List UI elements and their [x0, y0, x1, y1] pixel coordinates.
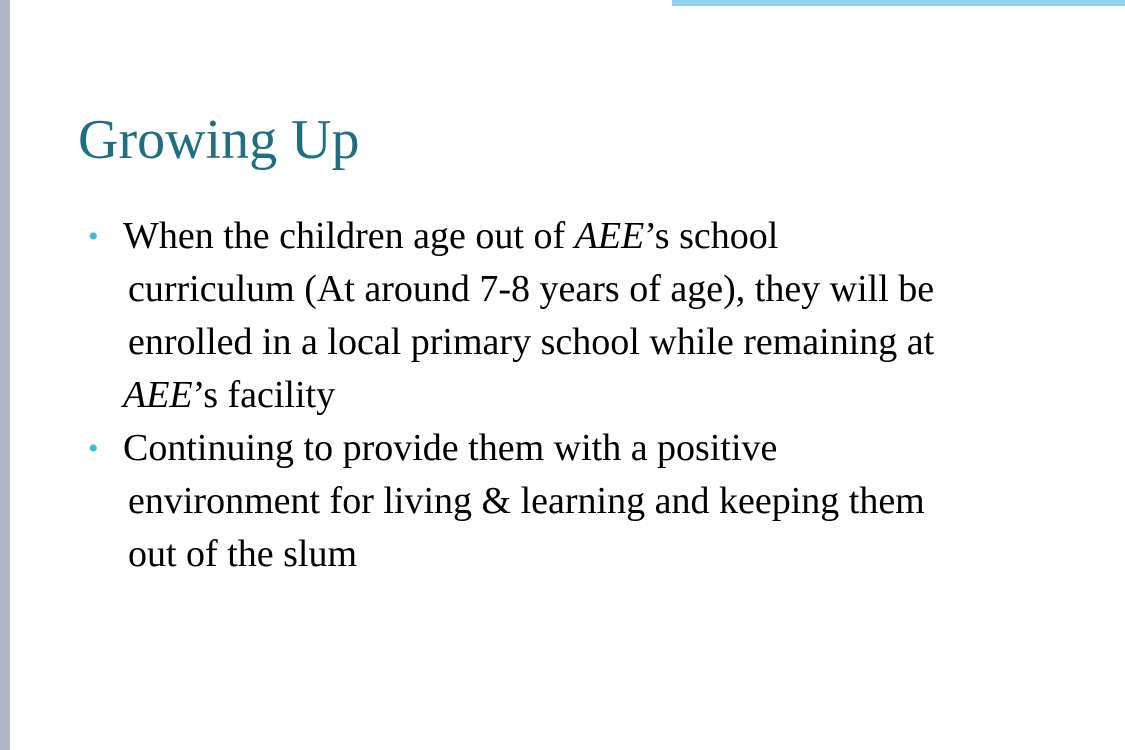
bullet-1-line-1	[123, 210, 1066, 263]
bullet-item-2	[86, 422, 1066, 581]
bullet-list	[86, 210, 1066, 581]
bullet-item-1	[86, 210, 1066, 422]
bullet-dot-icon: •	[88, 432, 99, 465]
bullet-2-line-1: Continuing to provide them with a positive	[123, 427, 778, 469]
text-run: When the children age out of	[123, 215, 575, 257]
bullet-1-line-3: enrolled in a local primary school while remaining at	[128, 321, 935, 363]
bullet-1-line-4	[123, 369, 1066, 422]
org-name-aee: AEE	[574, 215, 645, 257]
slide-title: Growing Up	[78, 109, 360, 171]
text-run: ’s school	[644, 215, 779, 257]
slide-top-accent-bar	[672, 0, 1125, 6]
slide-left-rail	[0, 0, 10, 750]
bullet-dot-icon: •	[88, 220, 99, 253]
org-name-aee: AEE	[123, 374, 193, 416]
bullet-1-line-2: curriculum (At around 7-8 years of age), they will be	[128, 268, 935, 310]
text-run: ’s facility	[192, 374, 336, 416]
bullet-2-line-2: environment for living & learning and keeping them	[128, 480, 925, 522]
bullet-2-line-3: out of the slum	[128, 533, 358, 575]
